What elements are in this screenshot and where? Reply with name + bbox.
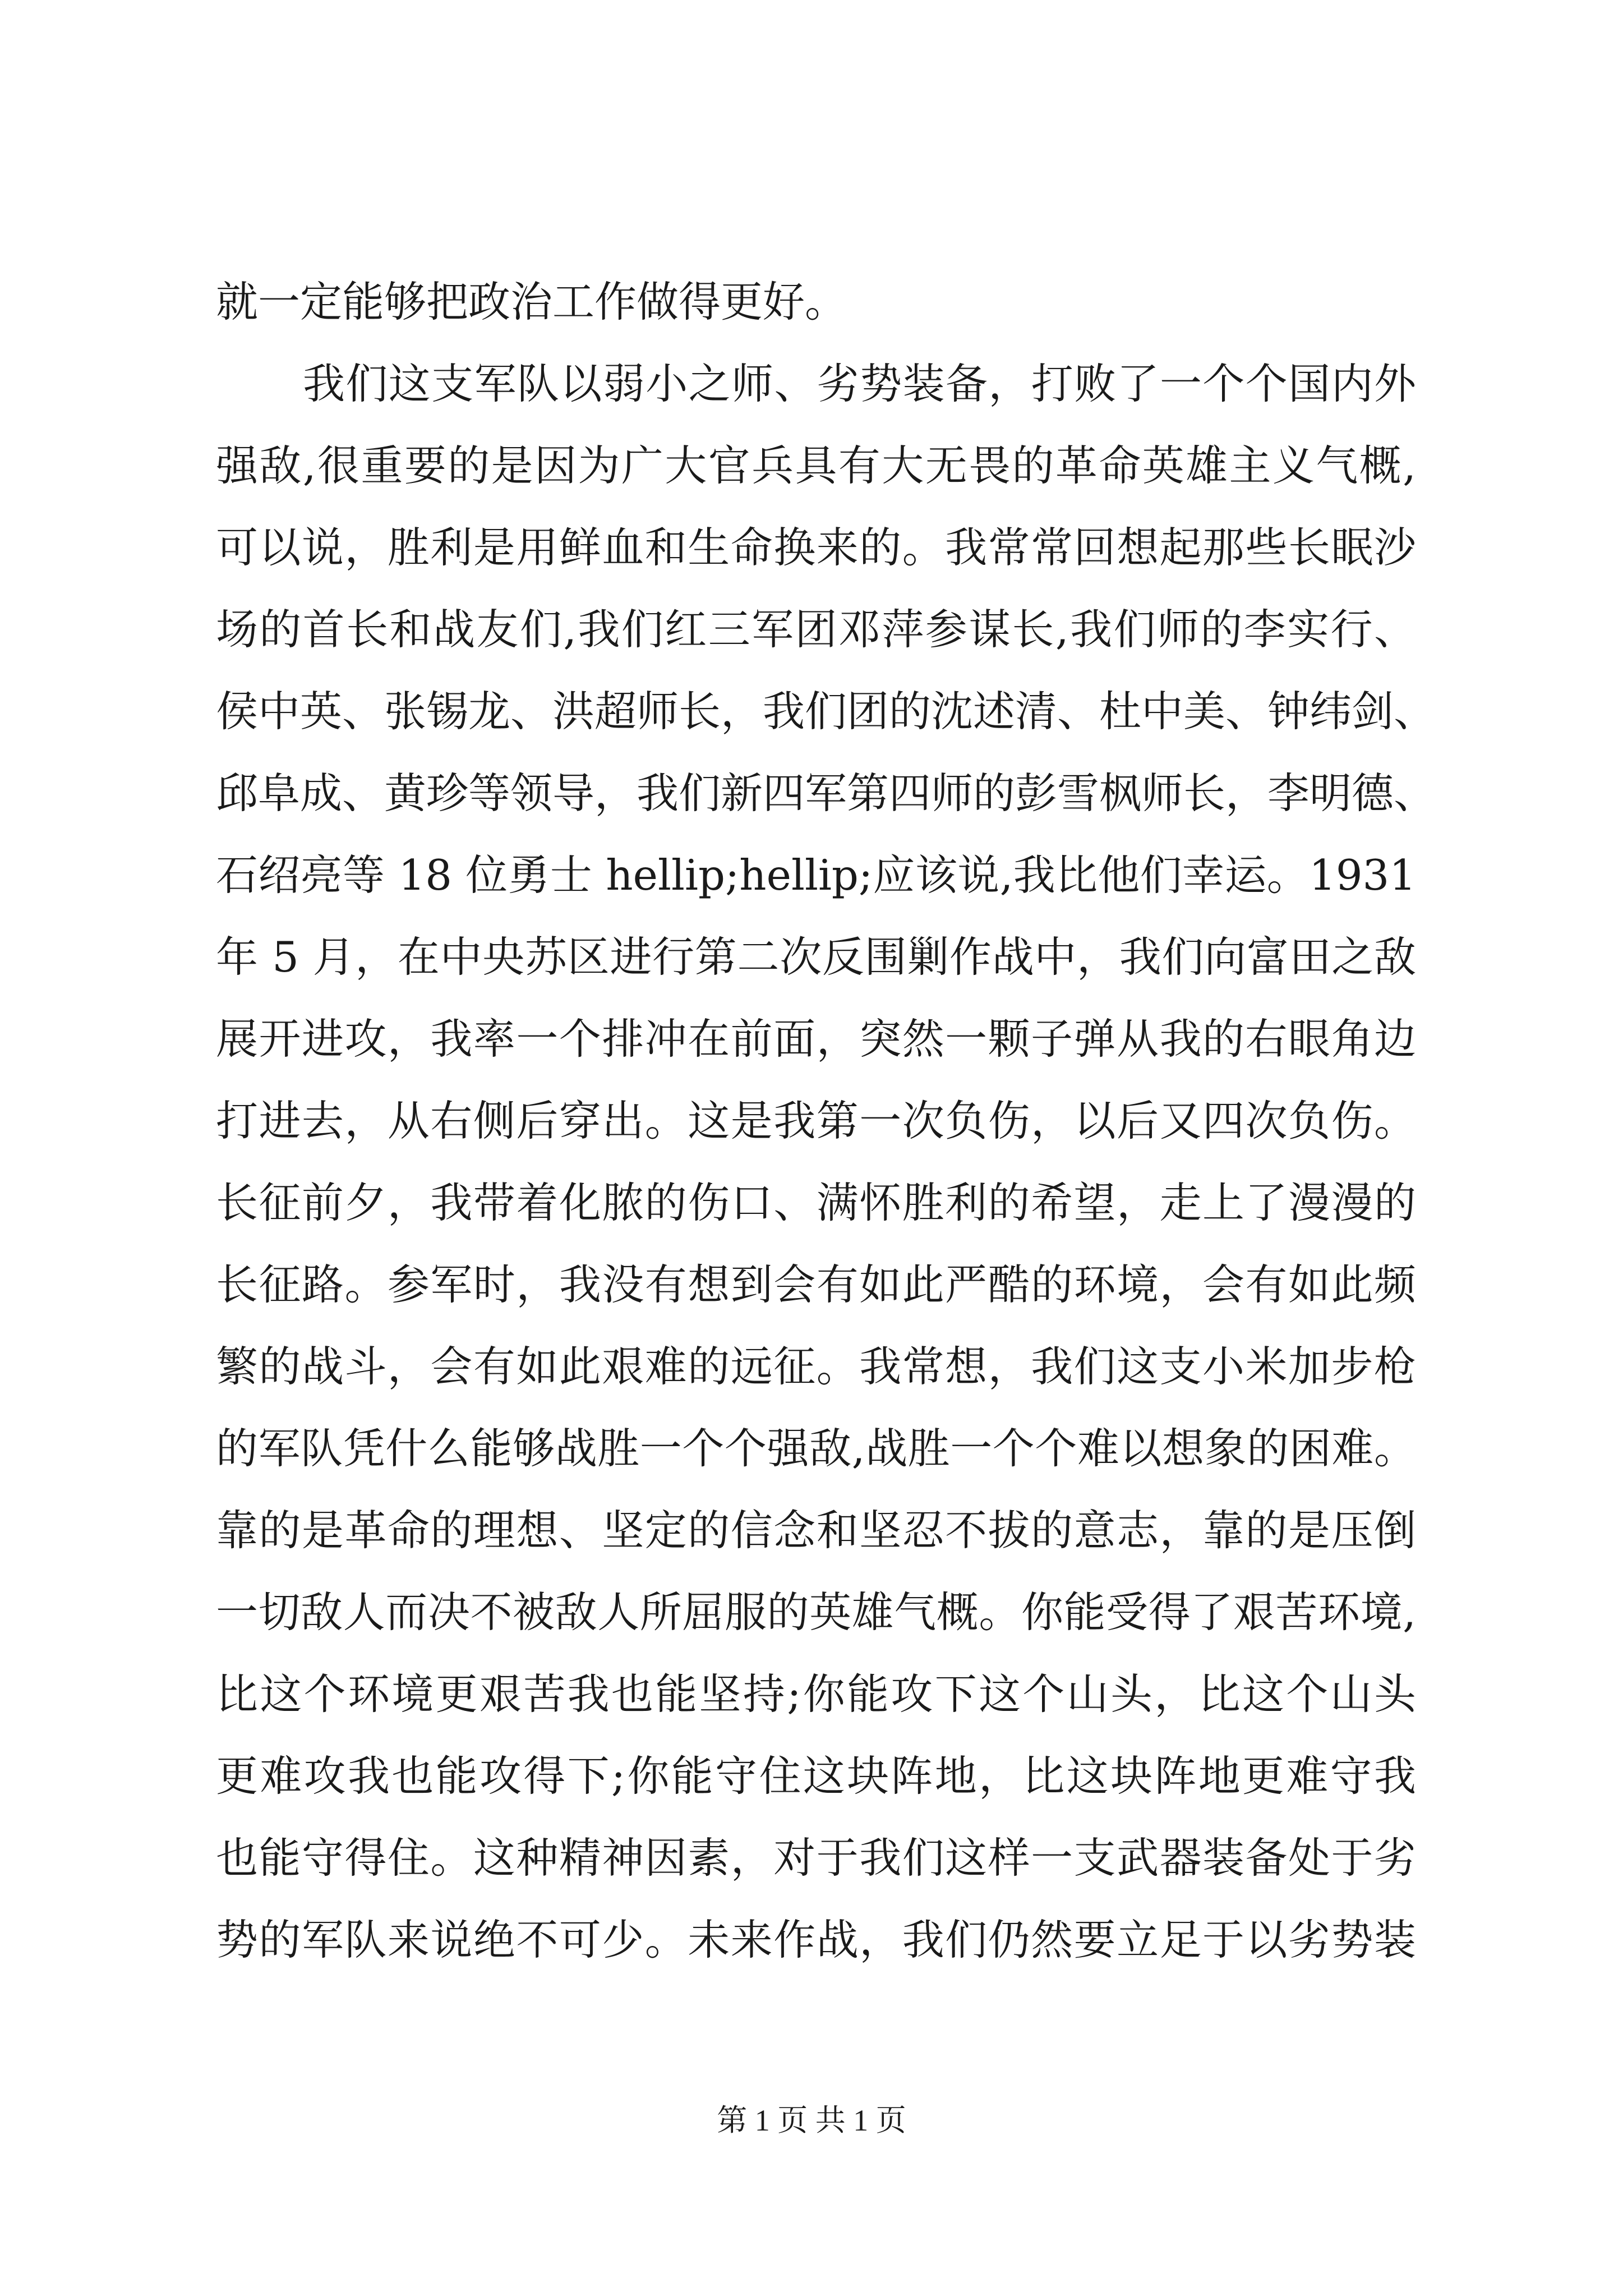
text-line: 长征路。参军时，我没有想到会有如此严酷的环境，会有如此频 — [216, 1260, 1416, 1309]
text-line: 可以说，胜利是用鲜血和生命换来的。我常常回想起那些长眠沙 — [216, 523, 1416, 572]
text-line: 也能守得住。这种精神因素，对于我们这样一支武器装备处于劣 — [216, 1833, 1416, 1883]
text-line: 更难攻我也能攻得下;你能守住这块阵地，比这块阵地更难守我 — [216, 1751, 1416, 1801]
text-line: 年 5 月，在中央苏区进行第二次反围剿作战中，我们向富田之敌 — [216, 932, 1416, 982]
text-line: 的军队凭什么能够战胜一个个强敌,战胜一个个难以想象的困难。 — [216, 1424, 1416, 1473]
page-footer: 第 1 页 共 1 页 — [717, 2104, 906, 2137]
text-line: 侯中英、张锡龙、洪超师长，我们团的沈述清、杜中美、钟纬剑、 — [216, 687, 1436, 736]
text-line: 场的首长和战友们,我们红三军团邓萍参谋长,我们师的李实行、 — [216, 605, 1416, 654]
text-line: 强敌,很重要的是因为广大官兵具有大无畏的革命英雄主义气概, — [216, 441, 1416, 490]
text-line: 石绍亮等 18 位勇士 hellip;hellip;应该说,我比他们幸运。1931 — [216, 850, 1416, 900]
text-line: 繁的战斗，会有如此艰难的远征。我常想，我们这支小米加步枪 — [216, 1342, 1416, 1391]
text-line: 一切敌人而决不被敌人所屈服的英雄气概。你能受得了艰苦环境, — [216, 1588, 1416, 1637]
text-line: 邱阜成、黄珍等领导，我们新四军第四师的彭雪枫师长，李明德、 — [216, 769, 1436, 818]
text-line: 就一定能够把政治工作做得更好。 — [216, 277, 847, 326]
text-line: 展开进攻，我率一个排冲在前面，突然一颗子弹从我的右眼角边 — [216, 1014, 1416, 1064]
text-line: 比这个环境更艰苦我也能坚持;你能攻下这个山头，比这个山头 — [216, 1669, 1416, 1719]
text-line: 长征前夕，我带着化脓的伤口、满怀胜利的希望，走上了漫漫的 — [216, 1178, 1416, 1227]
text-line: 我们这支军队以弱小之师、劣势装备，打败了一个个国内外 — [303, 359, 1416, 408]
text-line: 势的军队来说绝不可少。未来作战，我们仍然要立足于以劣势装 — [216, 1915, 1416, 1964]
text-line: 打进去，从右侧后穿出。这是我第一次负伤，以后又四次负伤。 — [216, 1096, 1416, 1145]
text-line: 靠的是革命的理想、坚定的信念和坚忍不拔的意志，靠的是压倒 — [216, 1506, 1416, 1555]
